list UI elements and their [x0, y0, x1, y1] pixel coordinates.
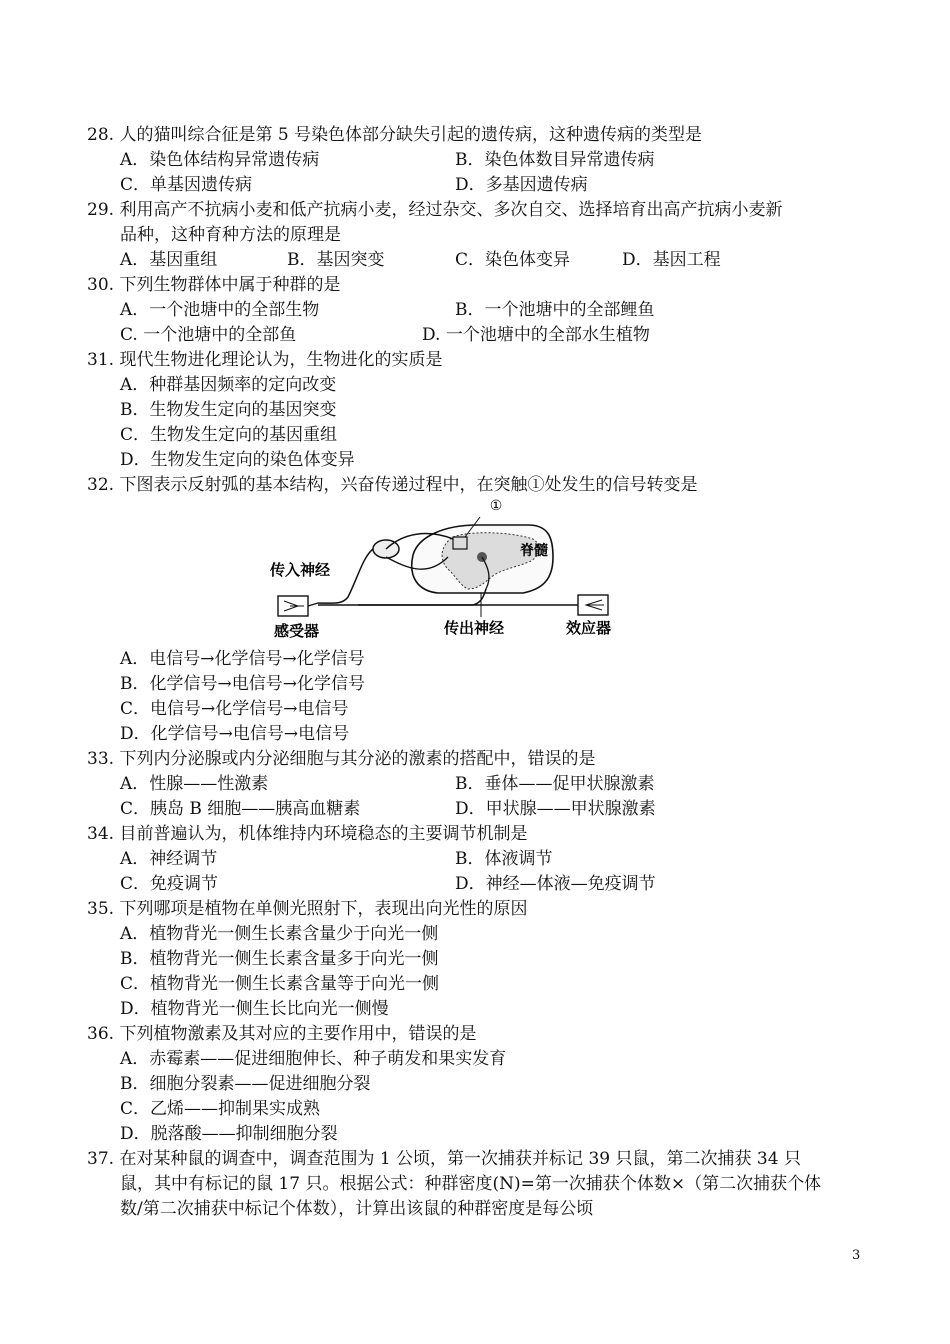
question-31-stem: 31. 现代生物进化理论认为，生物进化的实质是	[87, 350, 443, 370]
question-36-stem: 36. 下列植物激素及其对应的主要作用中，错误的是	[87, 1024, 477, 1044]
question-30-option-b: B．一个池塘中的全部鲤鱼	[455, 300, 655, 320]
question-28-option-b: B．染色体数目异常遗传病	[455, 150, 655, 170]
question-36-option-a: A．赤霉素——促进细胞伸长、种子萌发和果实发育	[120, 1049, 507, 1069]
question-30-option-a: A．一个池塘中的全部生物	[120, 300, 320, 320]
question-29-option-a: A．基因重组	[120, 250, 218, 270]
question-28-option-a: A．染色体结构异常遗传病	[120, 150, 320, 170]
effector-label: 效应器	[566, 619, 612, 637]
question-33-option-d: D．甲状腺——甲状腺激素	[455, 799, 656, 819]
question-32-option-b: B．化学信号→电信号→化学信号	[120, 674, 365, 694]
question-32-option-d: D．化学信号→电信号→电信号	[120, 724, 350, 744]
question-29-option-c: C．染色体变异	[455, 250, 571, 270]
question-36-option-d: D．脱落酸——抑制细胞分裂	[120, 1124, 338, 1144]
question-34-option-a: A．神经调节	[120, 849, 218, 869]
question-29-option-b: B．基因突变	[287, 250, 385, 270]
question-35-option-d: D．植物背光一侧生长比向光一侧慢	[120, 999, 389, 1019]
question-30-option-d: D. 一个池塘中的全部水生植物	[422, 325, 650, 345]
efferent-nerve-label: 传出神经	[444, 619, 505, 637]
afferent-nerve-label: 传入神经	[270, 561, 331, 579]
question-31-option-a: A．种群基因频率的定向改变	[120, 375, 337, 395]
question-32-option-a: A．电信号→化学信号→化学信号	[120, 649, 365, 669]
question-35-stem: 35. 下列哪项是植物在单侧光照射下，表现出向光性的原因	[87, 899, 528, 919]
receptor-connector	[308, 603, 318, 606]
question-31-option-d: D．生物发生定向的染色体变异	[120, 450, 355, 470]
question-34-option-d: D．神经—体液—免疫调节	[455, 874, 656, 894]
question-33-stem: 33. 下列内分泌腺或内分泌细胞与其分泌的激素的搭配中，错误的是	[87, 749, 596, 769]
question-36-option-b: B．细胞分裂素——促进细胞分裂	[120, 1074, 371, 1094]
synapse-marker-label: ①	[489, 498, 503, 514]
question-30-option-c: C. 一个池塘中的全部鱼	[120, 325, 297, 345]
question-37-stem: 37. 在对某种鼠的调查中，调查范围为 1 公顷，第一次捕获并标记 39 只鼠，第二次捕获 34 只	[87, 1149, 801, 1169]
reflex-arc-figure	[268, 497, 618, 647]
question-31-option-c: C．生物发生定向的基因重组	[120, 425, 338, 445]
question-36-option-c: C．乙烯——抑制果实成熟	[120, 1099, 321, 1119]
question-28-option-d: D．多基因遗传病	[455, 175, 588, 195]
question-34-option-c: C．免疫调节	[120, 874, 219, 894]
question-28-stem: 28. 人的猫叫综合征是第 5 号染色体部分缺失引起的遗传病，这种遗传病的类型是	[87, 125, 703, 145]
question-35-option-a: A．植物背光一侧生长素含量少于向光一侧	[120, 924, 439, 944]
question-37-stem-line2: 鼠，其中有标记的鼠 17 只。根据公式：种群密度(N)=第一次捕获个体数×（第二次捕获个体	[120, 1174, 822, 1194]
question-33-option-c: C．胰岛 B 细胞——胰高血糖素	[120, 799, 361, 819]
question-30-stem: 30. 下列生物群体中属于种群的是	[87, 275, 341, 295]
question-35-option-b: B．植物背光一侧生长素含量多于向光一侧	[120, 949, 439, 969]
question-37-stem-line3: 数/第二次捕获中标记个体数），计算出该鼠的种群密度是每公顷	[120, 1199, 594, 1219]
question-34-option-b: B．体液调节	[455, 849, 553, 869]
page-number: 3	[852, 1248, 861, 1263]
question-28-option-c: C．单基因遗传病	[120, 175, 253, 195]
question-32-option-c: C．电信号→化学信号→电信号	[120, 699, 349, 719]
question-35-option-c: C．植物背光一侧生长素含量等于向光一侧	[120, 974, 440, 994]
question-31-option-b: B．生物发生定向的基因突变	[120, 400, 337, 420]
spinal-cord-label: 脊髓	[520, 543, 548, 559]
receptor-label: 感受器	[274, 622, 320, 640]
question-34-stem: 34. 目前普遍认为，机体维持内环境稳态的主要调节机制是	[87, 824, 528, 844]
question-33-option-b: B．垂体——促甲状腺激素	[455, 774, 655, 794]
reflex-arc-diagram	[268, 497, 618, 647]
question-29-stem: 29. 利用高产不抗病小麦和低产抗病小麦，经过杂交、多次自交、选择培育出高产抗病小麦新	[87, 200, 783, 220]
question-29-stem-continued: 品种，这种育种方法的原理是	[120, 225, 341, 245]
question-33-option-a: A．性腺——性激素	[120, 774, 269, 794]
question-32-stem: 32. 下图表示反射弧的基本结构，兴奋传递过程中，在突触①处发生的信号转变是	[87, 475, 698, 495]
question-29-option-d: D．基因工程	[622, 250, 721, 270]
